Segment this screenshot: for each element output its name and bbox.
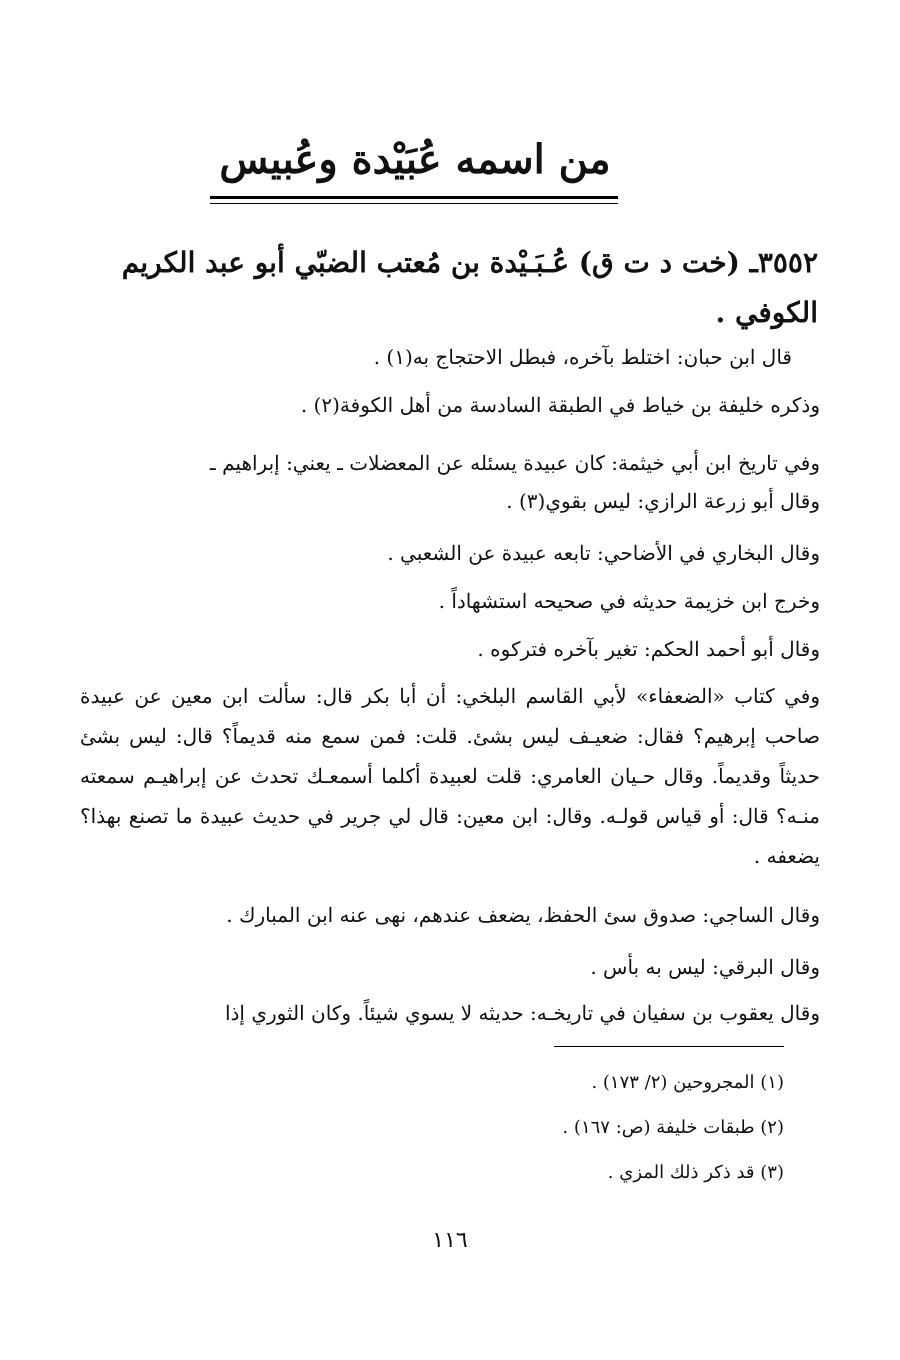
paragraph-text: وذكره خليفة بن خياط في الطبقة السادسة من أهل الكوفة(٢) .	[300, 393, 820, 417]
paragraph-text: وقال أبو أحمد الحكم: تغير بآخره فتركوه .	[477, 637, 820, 661]
paragraph-abu-zura	[80, 478, 820, 524]
paragraph-text: وقال البرقي: ليس به بأس .	[590, 955, 820, 979]
chapter-title-container	[200, 128, 630, 192]
paragraph-bukhari	[80, 530, 820, 576]
title-underline-thin	[210, 203, 618, 204]
entry-heading: ٣٥٥٢ـ (خت د ت ق) عُـبَـيْدة بن مُعتب الضبّي أبو عبد الكريم الكوفي .	[121, 246, 818, 329]
footnote-separator	[554, 1046, 784, 1047]
footnote-item: (١) المجروحين (٢/ ١٧٣) .	[591, 1072, 784, 1093]
paragraph-yaqub	[80, 990, 820, 1036]
paragraph-text: قال ابن حبان: اختلط بآخره، فبطل الاحتجاج به(١) .	[373, 345, 792, 369]
paragraph-text: وفي تاريخ ابن أبي خيثمة: كان عبيدة يسئله عن المعضلات ـ يعني: إبراهيم ـ	[209, 451, 820, 475]
paragraph-abu-ahmad	[80, 626, 820, 672]
chapter-title: من اسمه عُبَيْدة وعُبيس	[219, 136, 611, 183]
paragraph-text: وقال يعقوب بن سفيان في تاريخـه: حديثه لا يسوي شيئاً. وكان الثوري إذا	[224, 1001, 820, 1025]
footnotes	[184, 1060, 784, 1195]
paragraph-saji	[80, 892, 820, 938]
footnote-item: (٢) طبقات خليفة (ص: ١٦٧) .	[562, 1117, 784, 1138]
paragraph-khalifa	[80, 382, 820, 428]
page-number: ١١٦	[432, 1228, 468, 1253]
footnote-item: (٣) قد ذكر ذلك المزي .	[607, 1162, 784, 1183]
paragraph-text: وقال الساجي: صدوق سئ الحفظ، يضعف عندهم، نهى عنه ابن المبارك .	[226, 903, 820, 927]
paragraph-text: وقال أبو زرعة الرازي: ليس بقوي(٣) .	[506, 489, 820, 513]
paragraph-text: وفي كتاب «الضعفاء» لأبي القاسم البلخي: أن أبا بكر قال: سألت ابن معين عن عبيدة صاحب إبرهيم؟ فقال: ضعيـف ليس بشئ. قلت: فمن سمع منه قديماً؟ قال: ليس بشئ حديثاً وقديماً. وقال حـيان العامري: قلت لعبيدة أكلما أسمعـك تحدث عن إبراهيـم سمعته منـه؟ قال: أو قياس قولـه. وقال: ابن معين: قال لي جرير في حديث عبيدة ما تصنع بهذا؟ يضعفه .	[80, 684, 820, 868]
paragraph-ibn-khuzayma	[80, 578, 820, 624]
paragraph-text: وقال البخاري في الأضاحي: تابعه عبيدة عن الشعبي .	[387, 541, 820, 565]
paragraph-barqi	[80, 944, 820, 990]
paragraph-ibn-hibban	[52, 334, 820, 380]
title-underline-thick	[210, 196, 618, 199]
paragraph-text: وخرج ابن خزيمة حديثه في صحيحه استشهاداً .	[438, 589, 820, 613]
paragraph-balkhi	[80, 676, 820, 876]
